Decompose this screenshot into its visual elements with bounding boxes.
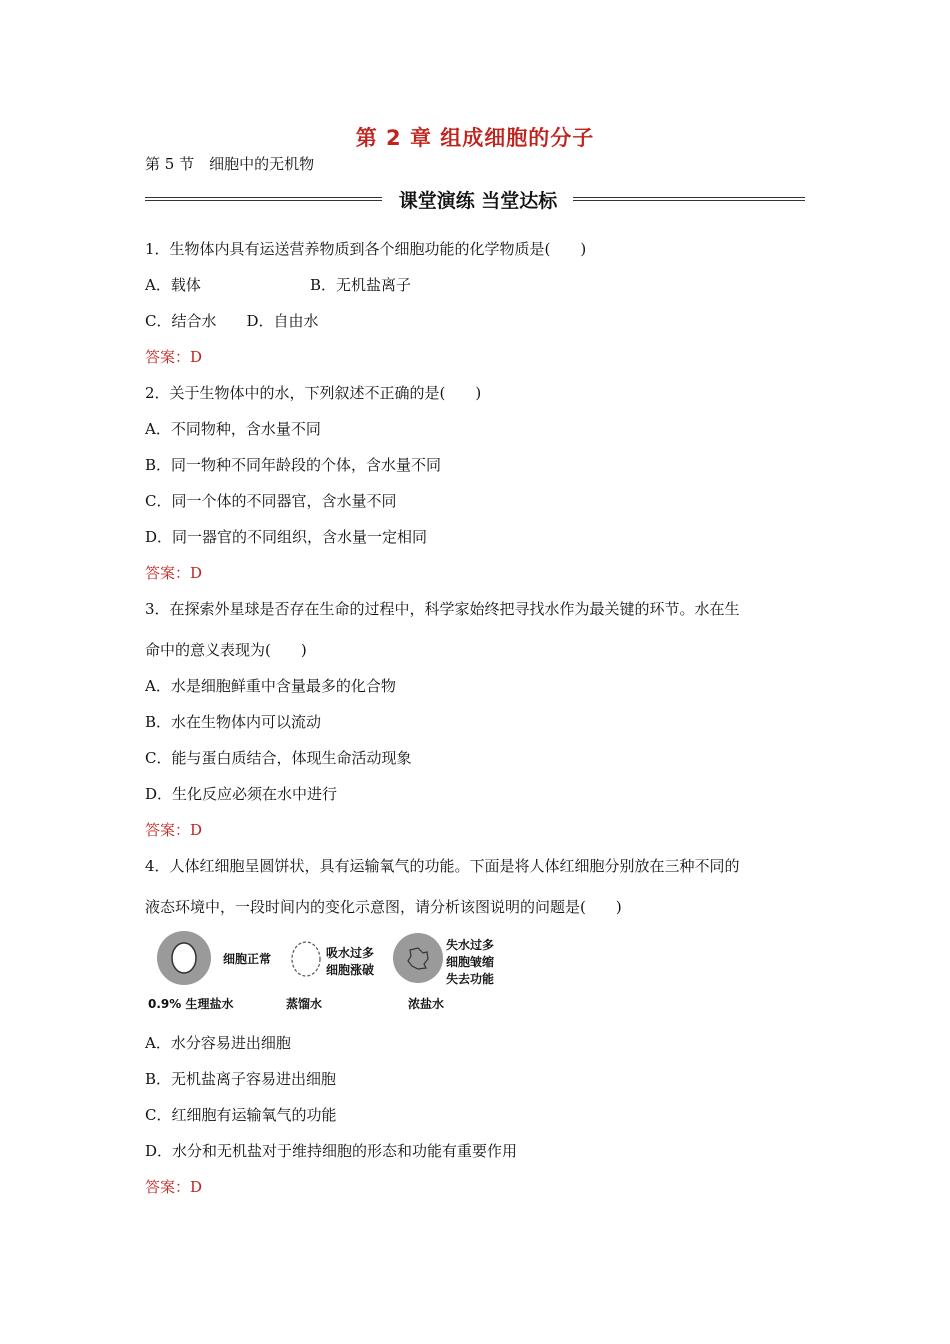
label-cell-burst: 细胞涨破: [326, 963, 375, 977]
answer-value: D: [190, 1178, 203, 1196]
banner-title: 课堂演练 当堂达标: [398, 190, 558, 212]
question-2-option-a: A．不同物种，含水量不同: [145, 420, 321, 438]
question-4-option-c: C．红细胞有运输氧气的功能: [145, 1106, 337, 1124]
question-2-option-c: C．同一个体的不同器官，含水量不同: [145, 492, 397, 510]
answer-label: 答案：: [145, 564, 191, 582]
question-1-option-a: A．载体: [145, 276, 201, 294]
question-3-stem-line-1: 3．在探索外星球是否存在生命的过程中，科学家始终把寻找水作为最关键的环节。水在生: [145, 600, 740, 618]
chapter-title: 第 2 章 组成细胞的分子: [355, 126, 595, 150]
section-banner: [145, 184, 805, 214]
question-4-answer: [145, 1176, 202, 1197]
question-1-options-cd: C．结合水 D．自由水: [145, 312, 319, 330]
answer-label: 答案：: [145, 821, 191, 839]
question-2-option-d: D．同一器官的不同组织，含水量一定相同: [145, 528, 428, 546]
question-4-option-b: B．无机盐离子容易进出细胞: [145, 1070, 337, 1088]
label-lose-water: 失水过多: [446, 938, 495, 952]
answer-label: 答案：: [145, 1178, 191, 1196]
question-3-option-c: C．能与蛋白质结合，体现生命活动现象: [145, 749, 412, 767]
question-2-option-b: B．同一物种不同年龄段的个体，含水量不同: [145, 456, 442, 474]
burst-cell-icon: [292, 942, 320, 976]
question-3-answer: [145, 819, 202, 840]
normal-cell-icon: [157, 931, 211, 985]
answer-value: D: [190, 564, 203, 582]
label-saline: 0.9% 生理盐水: [148, 997, 234, 1011]
question-3-option-b: B．水在生物体内可以流动: [145, 713, 322, 731]
question-1-option-b: B．无机盐离子: [310, 276, 412, 294]
label-cell-normal: 细胞正常: [223, 952, 272, 966]
label-absorb-water: 吸水过多: [326, 946, 375, 960]
banner-divider-right: [573, 197, 805, 201]
shrunk-cell-icon: [393, 933, 443, 983]
answer-value: D: [190, 821, 203, 839]
label-concentrated-salt: 浓盐水: [408, 997, 445, 1011]
question-4-stem-line-1: 4．人体红细胞呈圆饼状，具有运输氧气的功能。下面是将人体红细胞分别放在三种不同的: [145, 857, 740, 875]
question-2-answer: [145, 562, 202, 583]
answer-value: D: [190, 348, 203, 366]
question-4-option-a: A．水分容易进出细胞: [145, 1034, 291, 1052]
question-4-stem-line-2: 液态环境中，一段时间内的变化示意图，请分析该图说明的问题是( ): [145, 898, 622, 916]
answer-label: 答案：: [145, 348, 191, 366]
section-title: 第 5 节 细胞中的无机物: [145, 155, 315, 173]
question-4-option-d: D．水分和无机盐对于维持细胞的形态和功能有重要作用: [145, 1142, 518, 1160]
label-lose-function: 失去功能: [446, 972, 495, 986]
label-cell-shrink: 细胞皱缩: [446, 955, 495, 969]
red-blood-cell-figure: [148, 928, 518, 1018]
question-3-stem-line-2: 命中的意义表现为( ): [145, 641, 307, 659]
question-3-option-a: A．水是细胞鲜重中含量最多的化合物: [145, 677, 396, 695]
label-distilled-water: 蒸馏水: [286, 997, 323, 1011]
question-1-stem: 1．生物体内具有运送营养物质到各个细胞功能的化学物质是( ): [145, 240, 587, 258]
banner-divider-left: [145, 197, 382, 201]
question-2-stem: 2．关于生物体中的水，下列叙述不正确的是( ): [145, 384, 482, 402]
question-1-answer: [145, 346, 202, 367]
question-3-option-d: D．生化反应必须在水中进行: [145, 785, 338, 803]
